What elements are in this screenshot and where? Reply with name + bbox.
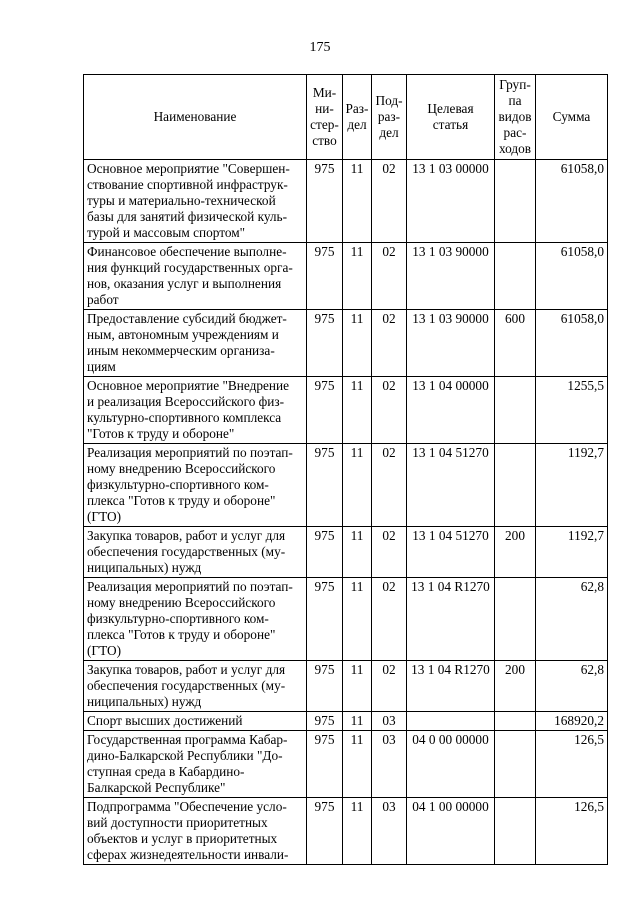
cell-ministry: 975 [307,527,343,578]
cell-name: Финансовое обеспечение выполне- ния функций государственных орга- нов, оказания услуг и выполнения работ [84,243,307,310]
cell-section: 11 [343,578,372,661]
cell-sum: 1192,7 [536,444,608,527]
cell-name: Реализация мероприятий по поэтап- ному внедрению Всероссийского физкультурно-спортивного ком- плекса "Готов к труду и обороне" (ГТО) [84,578,307,661]
cell-subsection: 02 [372,444,407,527]
cell-target: 13 1 03 90000 [407,310,495,377]
cell-subsection: 02 [372,578,407,661]
cell-subsection: 03 [372,712,407,731]
table-row [84,444,608,527]
cell-group [495,712,536,731]
cell-name: Закупка товаров, работ и услуг для обеспечения государственных (му- ниципальных) нужд [84,527,307,578]
page-number: 175 [309,40,331,55]
cell-ministry: 975 [307,578,343,661]
budget-table [83,74,608,865]
cell-ministry: 975 [307,310,343,377]
header-subsection: Под- раз- дел [372,75,407,160]
cell-subsection: 02 [372,243,407,310]
cell-group [495,798,536,865]
cell-group [495,243,536,310]
cell-name: Основное мероприятие "Совершен- ствование спортивной инфраструк- туры и материально-технической базы для занятий физической куль- турой и массовым спортом" [84,160,307,243]
cell-sum: 61058,0 [536,310,608,377]
cell-name: Предоставление субсидий бюджет- ным, автономным учреждениям и иным некоммерческим организа- циям [84,310,307,377]
cell-name: Реализация мероприятий по поэтап- ному внедрению Всероссийского физкультурно-спортивного ком- плекса "Готов к труду и обороне" (ГТО) [84,444,307,527]
table-row [84,310,608,377]
cell-sum: 61058,0 [536,243,608,310]
cell-ministry: 975 [307,377,343,444]
cell-name: Закупка товаров, работ и услуг для обеспечения государственных (му- ниципальных) нужд [84,661,307,712]
cell-subsection: 02 [372,661,407,712]
table-row [84,527,608,578]
cell-target: 04 1 00 00000 [407,798,495,865]
header-group: Груп- па видов рас- ходов [495,75,536,160]
table-row [84,731,608,798]
cell-section: 11 [343,712,372,731]
cell-subsection: 02 [372,527,407,578]
cell-subsection: 02 [372,310,407,377]
cell-section: 11 [343,527,372,578]
cell-ministry: 975 [307,661,343,712]
table-row [84,377,608,444]
cell-target [407,712,495,731]
cell-section: 11 [343,661,372,712]
cell-target: 04 0 00 00000 [407,731,495,798]
cell-sum: 126,5 [536,731,608,798]
cell-target: 13 1 04 51270 [407,444,495,527]
cell-target: 13 1 03 00000 [407,160,495,243]
cell-section: 11 [343,377,372,444]
cell-sum: 168920,2 [536,712,608,731]
cell-ministry: 975 [307,160,343,243]
header-sum: Сумма [536,75,608,160]
cell-subsection: 02 [372,377,407,444]
cell-ministry: 975 [307,731,343,798]
cell-target: 13 1 04 51270 [407,527,495,578]
cell-sum: 62,8 [536,661,608,712]
header-target: Целевая статья [407,75,495,160]
cell-ministry: 975 [307,444,343,527]
cell-section: 11 [343,243,372,310]
cell-name: Государственная программа Кабар- дино-Балкарской Республики "До- ступная среда в Кабардино- Балкарской Республике" [84,731,307,798]
table-row [84,160,608,243]
header-name: Наименование [84,75,307,160]
header-section: Раз- дел [343,75,372,160]
table-row [84,243,608,310]
cell-section: 11 [343,798,372,865]
cell-group [495,731,536,798]
cell-name: Спорт высших достижений [84,712,307,731]
cell-name: Основное мероприятие "Внедрение и реализация Всероссийского физ- культурно-спортивного комплекса "Готов к труду и обороне" [84,377,307,444]
cell-section: 11 [343,444,372,527]
table-row [84,661,608,712]
cell-group [495,444,536,527]
cell-target: 13 1 04 R1270 [407,578,495,661]
cell-section: 11 [343,310,372,377]
cell-subsection: 02 [372,160,407,243]
cell-sum: 61058,0 [536,160,608,243]
cell-group [495,377,536,444]
cell-sum: 62,8 [536,578,608,661]
cell-subsection: 03 [372,798,407,865]
cell-subsection: 03 [372,731,407,798]
cell-group [495,578,536,661]
cell-group: 600 [495,310,536,377]
cell-name: Подпрограмма "Обеспечение усло- вий доступности приоритетных объектов и услуг в приоритетных сферах жизнедеятельности инвали- [84,798,307,865]
cell-sum: 1255,5 [536,377,608,444]
cell-sum: 126,5 [536,798,608,865]
cell-group: 200 [495,527,536,578]
cell-ministry: 975 [307,798,343,865]
cell-target: 13 1 04 R1270 [407,661,495,712]
cell-group: 200 [495,661,536,712]
cell-ministry: 975 [307,712,343,731]
cell-target: 13 1 04 00000 [407,377,495,444]
header-ministry: Ми- ни- стер- ство [307,75,343,160]
cell-sum: 1192,7 [536,527,608,578]
cell-target: 13 1 03 90000 [407,243,495,310]
table-row [84,712,608,731]
cell-group [495,160,536,243]
table-row [84,798,608,865]
cell-ministry: 975 [307,243,343,310]
cell-section: 11 [343,731,372,798]
table-row [84,578,608,661]
cell-section: 11 [343,160,372,243]
table-header-row [84,75,608,160]
